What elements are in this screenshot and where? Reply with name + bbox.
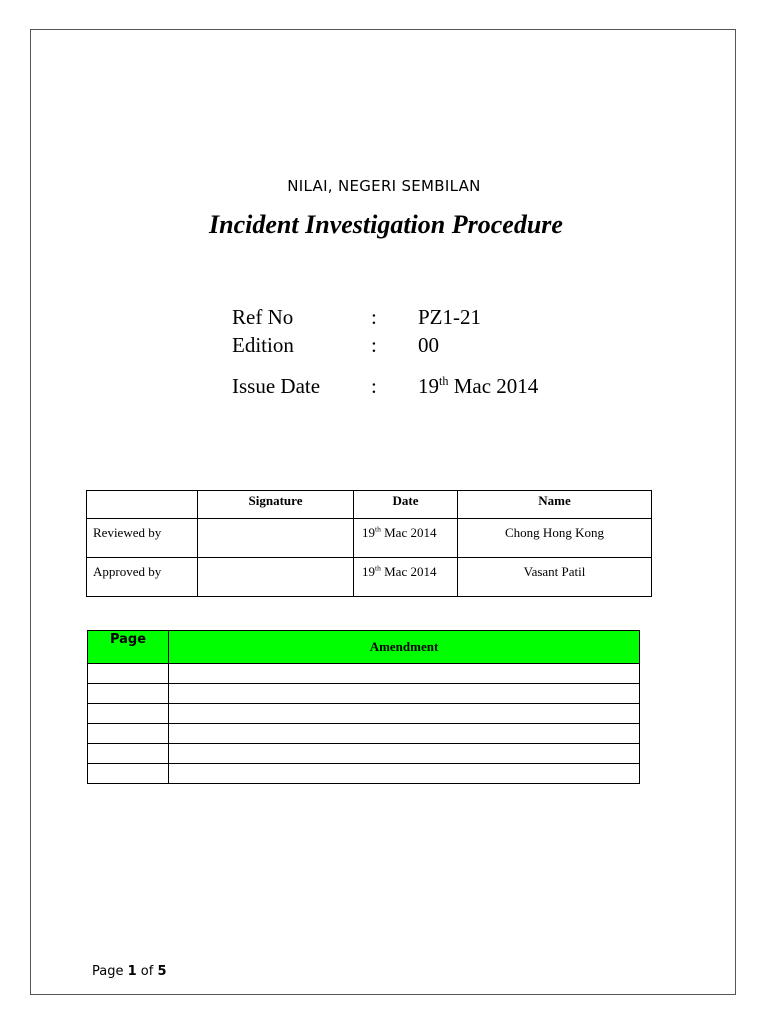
amendment-text-cell [169, 764, 640, 784]
role-cell: Reviewed by [87, 519, 198, 558]
amendment-page-cell [88, 684, 169, 704]
signature-table-header-row [87, 491, 652, 519]
header-date: Date [354, 491, 458, 519]
current-page-number: 1 [127, 964, 137, 979]
amendment-page-cell [88, 704, 169, 724]
amendment-page-cell [88, 724, 169, 744]
header-name: Name [458, 491, 652, 519]
location-heading: NILAI, NEGERI SEMBILAN [287, 177, 481, 195]
amendment-table [87, 630, 640, 784]
amendment-text-cell [169, 704, 640, 724]
date-cell: 19th Mac 2014 [354, 558, 458, 597]
amendment-header-row [88, 631, 640, 664]
amendment-page-cell [88, 664, 169, 684]
amendment-row [88, 664, 640, 684]
amendment-row [88, 724, 640, 744]
amendment-text-cell [169, 684, 640, 704]
signature-cell [198, 519, 354, 558]
amendment-text-cell [169, 744, 640, 764]
amendment-header: Amendment [169, 631, 640, 664]
page-number-footer: Page 1 of 5 [92, 964, 167, 979]
document-title: Incident Investigation Procedure [209, 210, 563, 239]
ref-no-label: Ref No [232, 305, 294, 329]
amendment-row [88, 684, 640, 704]
ref-no-value: PZ1-21 [418, 305, 481, 329]
amendment-page-header: Page [88, 631, 169, 664]
signature-cell [198, 558, 354, 597]
amendment-row [88, 704, 640, 724]
issue-date-colon: : [371, 374, 377, 398]
edition-colon: : [371, 333, 377, 357]
amendment-page-cell [88, 764, 169, 784]
name-cell: Chong Hong Kong [458, 519, 652, 558]
amendment-row [88, 744, 640, 764]
edition-value: 00 [418, 333, 439, 357]
reviewed-row [87, 519, 652, 558]
amendment-text-cell [169, 664, 640, 684]
name-cell: Vasant Patil [458, 558, 652, 597]
amendment-text-cell [169, 724, 640, 744]
header-blank-cell [87, 491, 198, 519]
edition-label: Edition [232, 333, 294, 357]
ref-no-colon: : [371, 305, 377, 329]
signature-table [86, 490, 652, 597]
issue-date-value: 19th Mac 2014 [418, 374, 539, 398]
amendment-page-cell [88, 744, 169, 764]
role-cell: Approved by [87, 558, 198, 597]
header-signature: Signature [198, 491, 354, 519]
amendment-row [88, 764, 640, 784]
date-cell: 19th Mac 2014 [354, 519, 458, 558]
approved-row [87, 558, 652, 597]
total-page-count: 5 [157, 964, 167, 979]
issue-date-label: Issue Date [232, 374, 321, 398]
